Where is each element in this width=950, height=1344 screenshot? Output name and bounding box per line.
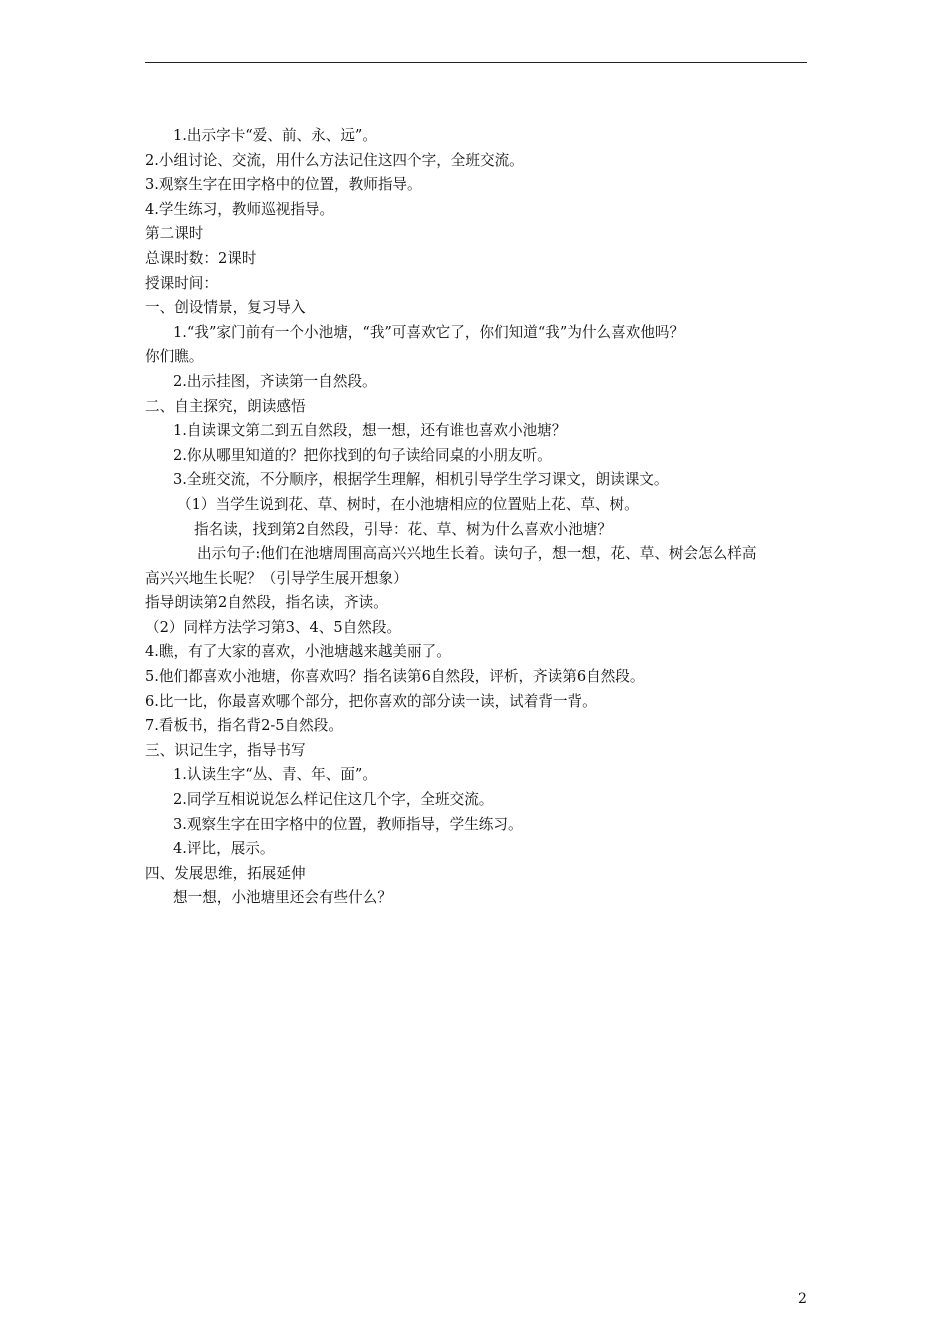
- section-title: 第二课时: [145, 225, 204, 243]
- text-line: 出示句子:他们在池塘周围高高兴兴地生长着。读句子，想一想，花、草、树会怎么样高: [197, 545, 757, 563]
- text-line: 2.你从哪里知道的？把你找到的句子读给同桌的小朋友听。: [173, 446, 552, 464]
- text-line: 指导朗读第2自然段，指名读，齐读。: [145, 594, 388, 612]
- text-line: 4.评比，展示。: [173, 840, 275, 858]
- text-line: 7.看板书，指名背2-5自然段。: [145, 717, 343, 735]
- text-line: 4.瞧，有了大家的喜欢，小池塘越来越美丽了。: [145, 643, 451, 661]
- header-rule: [145, 62, 807, 63]
- text-line: 2.出示挂图，齐读第一自然段。: [173, 372, 377, 390]
- text-line: 想一想，小池塘里还会有些什么？: [173, 889, 392, 907]
- text-line: 1.出示字卡“爱、前、永、远”。: [173, 127, 377, 144]
- text-line: （2）同样方法学习第3、4、5自然段。: [145, 618, 402, 636]
- text-line: 你们瞧。: [145, 348, 204, 366]
- text-line: 6.比一比，你最喜欢哪个部分，把你喜欢的部分读一读，试着背一背。: [145, 692, 597, 710]
- section-heading: 四、发展思维，拓展延伸: [145, 864, 306, 882]
- page-number: 2: [798, 1291, 807, 1307]
- text-line: 3.观察生字在田字格中的位置，教师指导。: [145, 176, 422, 194]
- section-heading: 一、创设情景，复习导入: [145, 299, 306, 317]
- document-body: [145, 124, 810, 911]
- text-line: 4.学生练习，教师巡视指导。: [145, 200, 335, 218]
- text-line: 5.他们都喜欢小池塘，你喜欢吗？指名读第6自然段，评析，齐读第6自然段。: [145, 668, 645, 686]
- text-line: 1.认读生字“丛、青、年、面”。: [173, 766, 377, 784]
- text-line: 3.观察生字在田字格中的位置，教师指导，学生练习。: [173, 815, 523, 833]
- text-line: （1）当学生说到花、草、树时，在小池塘相应的位置贴上花、草、树。: [177, 495, 639, 513]
- text-line: 高兴兴地生长呢？（引导学生展开想象）: [145, 569, 408, 587]
- text-line: 1.“我”家门前有一个小池塘，“我”可喜欢它了，你们知道“我”为什么喜欢他吗？: [173, 323, 685, 341]
- text-line: 2.同学互相说说怎么样记住这几个字，全班交流。: [173, 791, 494, 809]
- text-line: 总课时数：2课时: [145, 249, 257, 267]
- text-line: 指名读，找到第2自然段，引导：花、草、树为什么喜欢小池塘？: [194, 520, 612, 538]
- text-line: 2.小组讨论、交流，用什么方法记住这四个字，全班交流。: [145, 151, 524, 169]
- section-heading: 三、识记生字，指导书写: [145, 741, 306, 759]
- section-heading: 二、自主探究，朗读感悟: [145, 397, 306, 415]
- text-line: 3.全班交流，不分顺序，根据学生理解，相机引导学生学习课文，朗读课文。: [173, 471, 669, 489]
- text-line: 1.自读课文第二到五自然段，想一想，还有谁也喜欢小池塘？: [173, 422, 567, 440]
- text-line: 授课时间：: [145, 274, 218, 292]
